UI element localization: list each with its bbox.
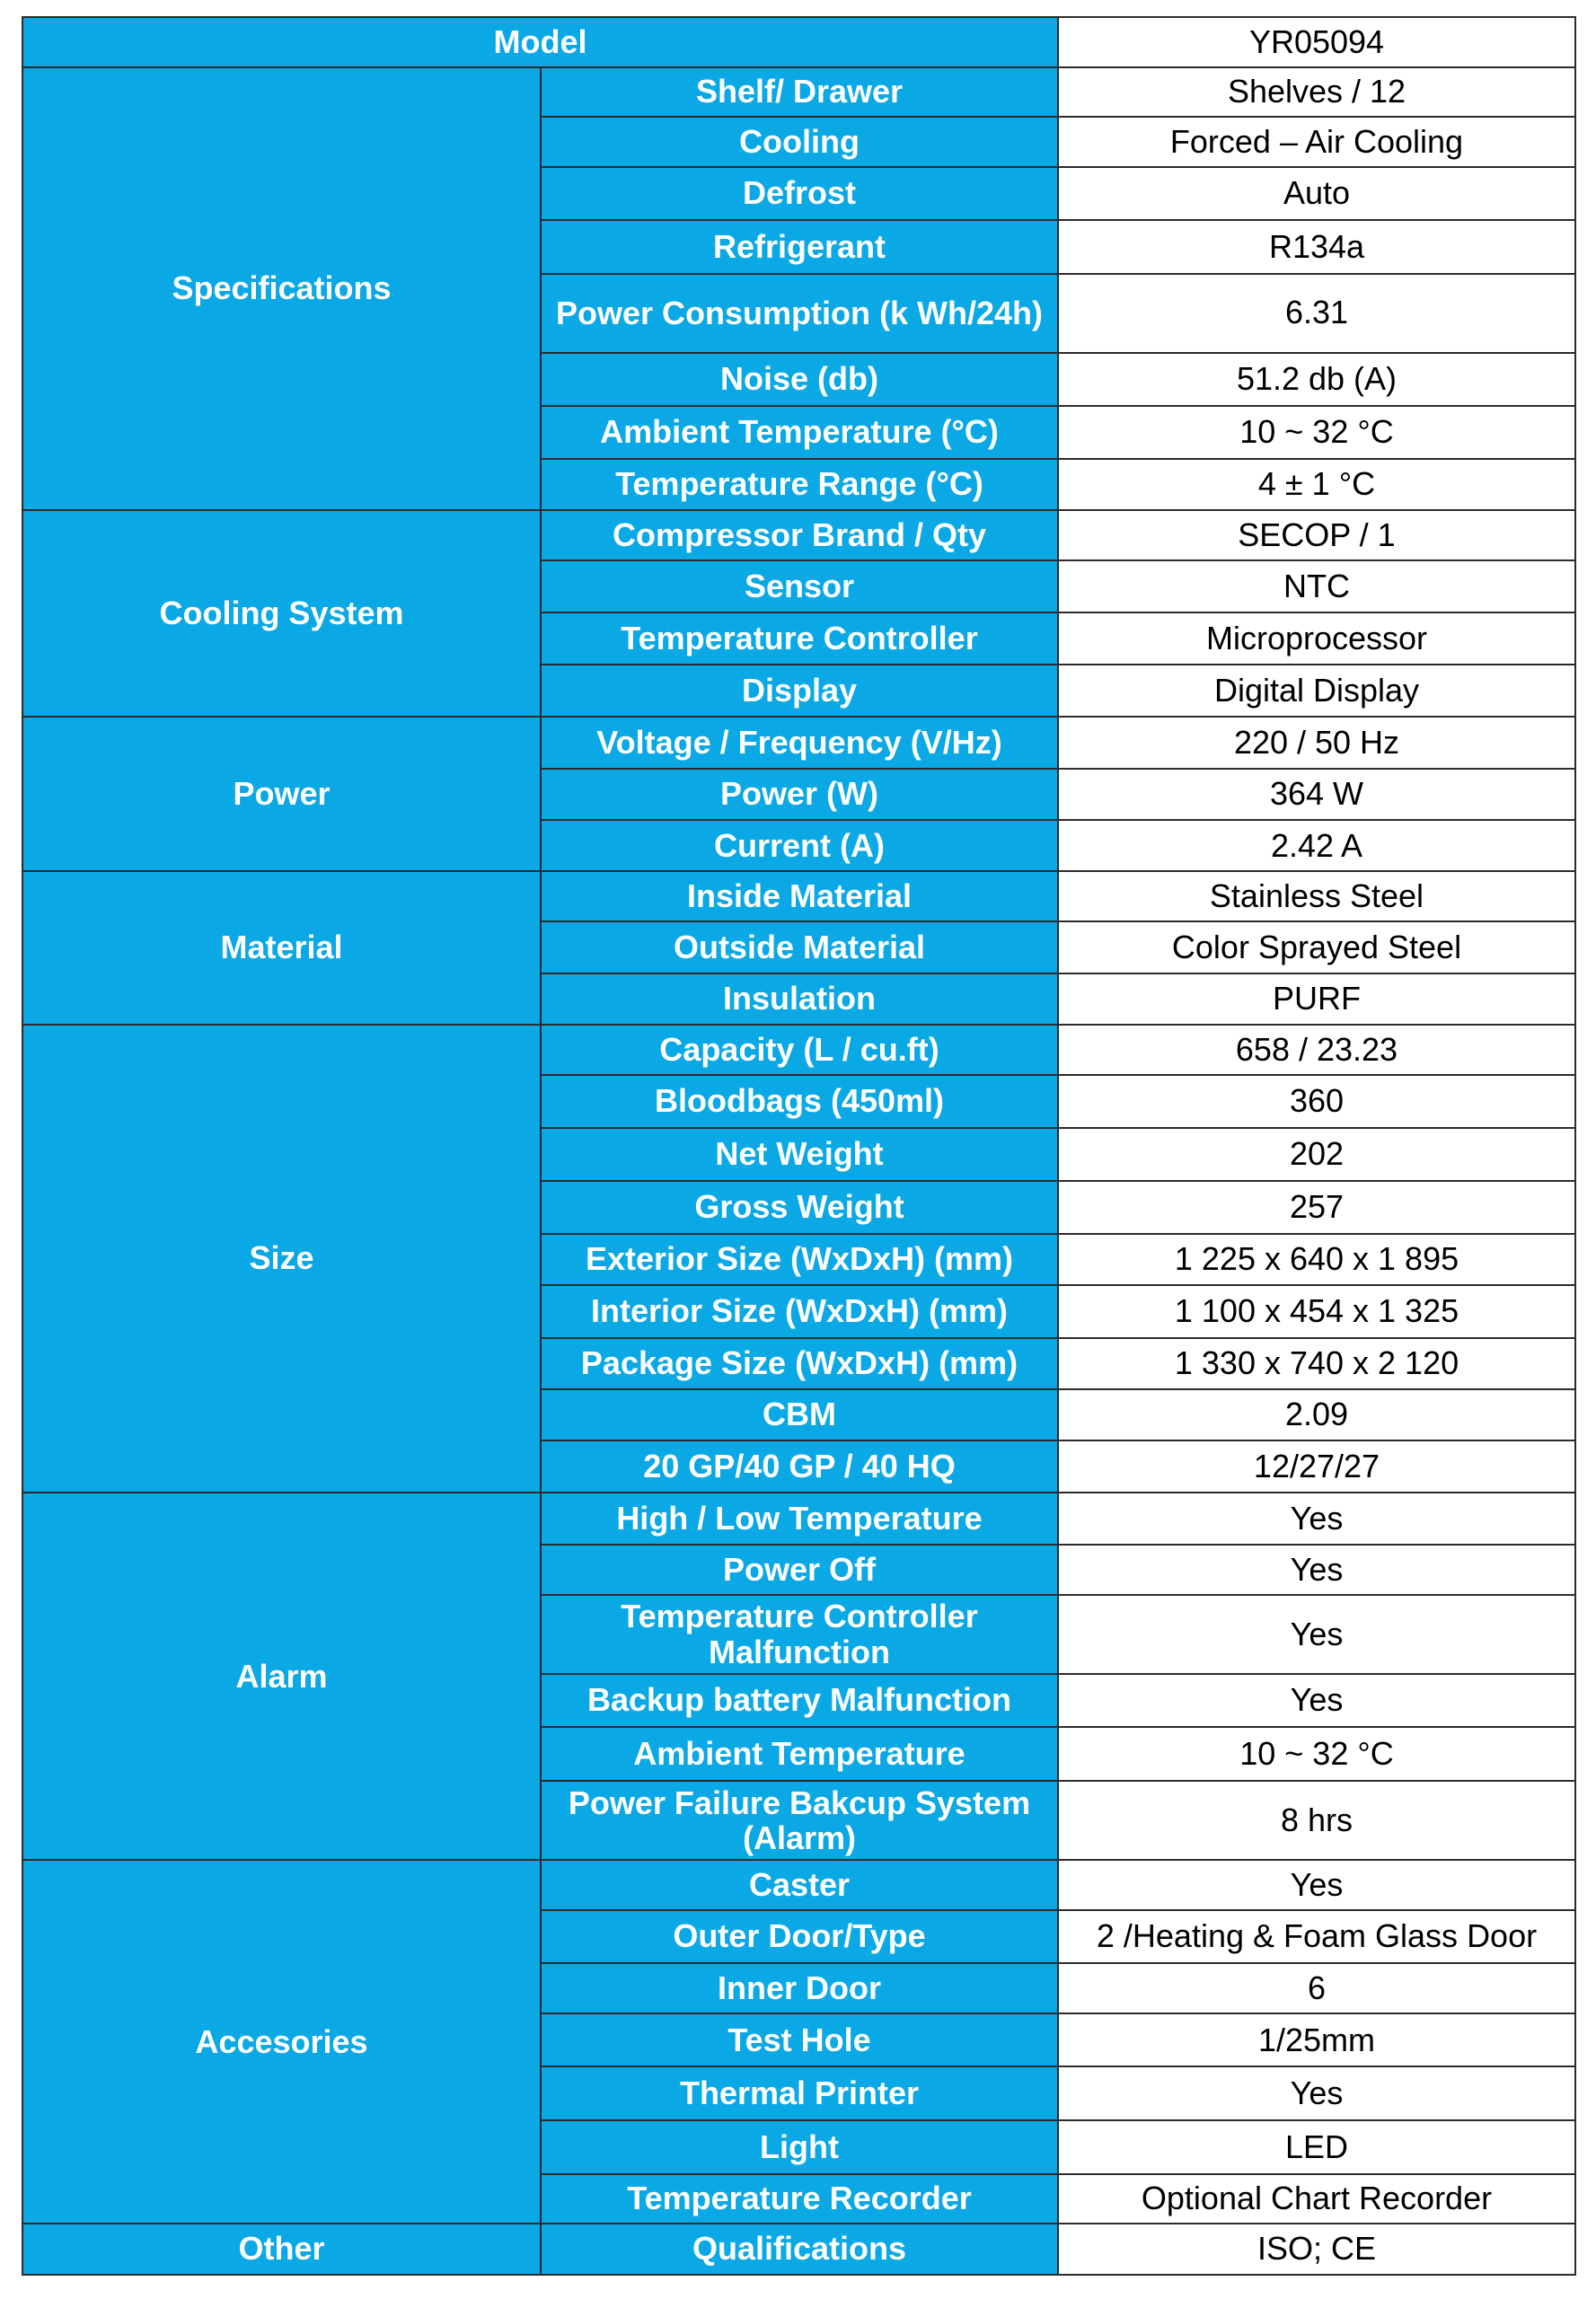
table-row [22,871,1575,922]
row-value: 360 [1058,1075,1575,1128]
row-value: Stainless Steel [1058,871,1575,922]
model-value: YR05094 [1058,17,1575,67]
row-label: Thermal Printer [541,2066,1058,2120]
row-label: Test Hole [541,2013,1058,2067]
row-label: Temperature Range (°C) [541,459,1058,511]
table-row [22,510,1575,560]
row-value: Yes [1058,1595,1575,1675]
row-label: Insulation [541,973,1058,1025]
row-value: 6 [1058,1963,1575,2013]
row-value: PURF [1058,973,1575,1025]
row-label: Power (W) [541,769,1058,821]
row-value: 4 ± 1 °C [1058,459,1575,511]
row-value: 202 [1058,1128,1575,1182]
row-label: Backup battery Malfunction [541,1674,1058,1727]
row-value: LED [1058,2120,1575,2174]
row-value: 1 100 x 454 x 1 325 [1058,1285,1575,1338]
row-value: 51.2 db (A) [1058,353,1575,407]
row-value: Auto [1058,167,1575,221]
row-label: Temperature Controller Malfunction [541,1595,1058,1675]
row-label: Light [541,2120,1058,2174]
row-label: Inner Door [541,1963,1058,2013]
row-label: Power Off [541,1545,1058,1595]
row-label: Inside Material [541,871,1058,922]
row-value: 2.09 [1058,1389,1575,1440]
row-label: Outside Material [541,921,1058,973]
row-label: Package Size (WxDxH) (mm) [541,1338,1058,1390]
row-value: R134a [1058,220,1575,274]
row-label: Compressor Brand / Qty [541,510,1058,560]
row-value: 220 / 50 Hz [1058,717,1575,769]
row-value: 257 [1058,1181,1575,1234]
row-value: 10 ~ 32 °C [1058,406,1575,459]
row-label: Outer Door/Type [541,1910,1058,1964]
model-row [22,17,1575,67]
row-value: Yes [1058,1674,1575,1727]
row-value: NTC [1058,560,1575,613]
table-row [22,717,1575,769]
table-row [22,1493,1575,1545]
row-value: 1 225 x 640 x 1 895 [1058,1234,1575,1286]
row-value: Shelves / 12 [1058,67,1575,118]
row-label: Net Weight [541,1128,1058,1182]
row-label: Power Consumption (k Wh/24h) [541,274,1058,353]
row-value: Microprocessor [1058,612,1575,665]
row-value: 2 /Heating & Foam Glass Door [1058,1910,1575,1964]
model-label: Model [22,17,1058,67]
row-label: Ambient Temperature (°C) [541,406,1058,459]
row-label: Shelf/ Drawer [541,67,1058,118]
row-label: Noise (db) [541,353,1058,407]
table-row [22,1860,1575,1910]
row-label: Interior Size (WxDxH) (mm) [541,1285,1058,1338]
row-value: Yes [1058,1493,1575,1545]
row-label: Sensor [541,560,1058,613]
table-row [22,1025,1575,1076]
row-label: Display [541,665,1058,718]
row-value: 10 ~ 32 °C [1058,1727,1575,1782]
category-power: Power [22,717,541,871]
row-label: Refrigerant [541,220,1058,274]
category-cooling-system: Cooling System [22,510,541,717]
category-specifications: Specifications [22,67,541,511]
row-value: Yes [1058,1860,1575,1910]
row-value: SECOP / 1 [1058,510,1575,560]
row-label: 20 GP/40 GP / 40 HQ [541,1440,1058,1493]
table-row [22,67,1575,118]
row-value: Color Sprayed Steel [1058,921,1575,973]
row-value: Digital Display [1058,665,1575,718]
specification-table [22,16,1576,2276]
row-value: Optional Chart Recorder [1058,2174,1575,2224]
row-label: Ambient Temperature [541,1727,1058,1782]
row-value: Yes [1058,2066,1575,2120]
row-label: Temperature Controller [541,612,1058,665]
category-accesories: Accesories [22,1860,541,2224]
row-value: 8 hrs [1058,1781,1575,1860]
row-value: 1/25mm [1058,2013,1575,2067]
row-label: High / Low Temperature [541,1493,1058,1545]
row-label: Temperature Recorder [541,2174,1058,2224]
row-value: Yes [1058,1545,1575,1595]
row-label: Gross Weight [541,1181,1058,1234]
row-value: 364 W [1058,769,1575,821]
row-label: Cooling [541,117,1058,167]
row-value: 658 / 23.23 [1058,1025,1575,1076]
row-label: Defrost [541,167,1058,221]
row-label: CBM [541,1389,1058,1440]
row-label: Qualifications [541,2224,1058,2275]
category-alarm: Alarm [22,1493,541,1860]
row-value: Forced – Air Cooling [1058,117,1575,167]
row-value: 6.31 [1058,274,1575,353]
category-other: Other [22,2224,541,2275]
table-row [22,2224,1575,2275]
row-label: Caster [541,1860,1058,1910]
row-value: 2.42 A [1058,820,1575,871]
row-value: ISO; CE [1058,2224,1575,2275]
category-size: Size [22,1025,541,1493]
row-label: Bloodbags (450ml) [541,1075,1058,1128]
row-value: 12/27/27 [1058,1440,1575,1493]
category-material: Material [22,871,541,1025]
row-label: Current (A) [541,820,1058,871]
row-label: Exterior Size (WxDxH) (mm) [541,1234,1058,1286]
row-label: Power Failure Bakcup System (Alarm) [541,1781,1058,1860]
row-value: 1 330 x 740 x 2 120 [1058,1338,1575,1390]
row-label: Voltage / Frequency (V/Hz) [541,717,1058,769]
row-label: Capacity (L / cu.ft) [541,1025,1058,1076]
